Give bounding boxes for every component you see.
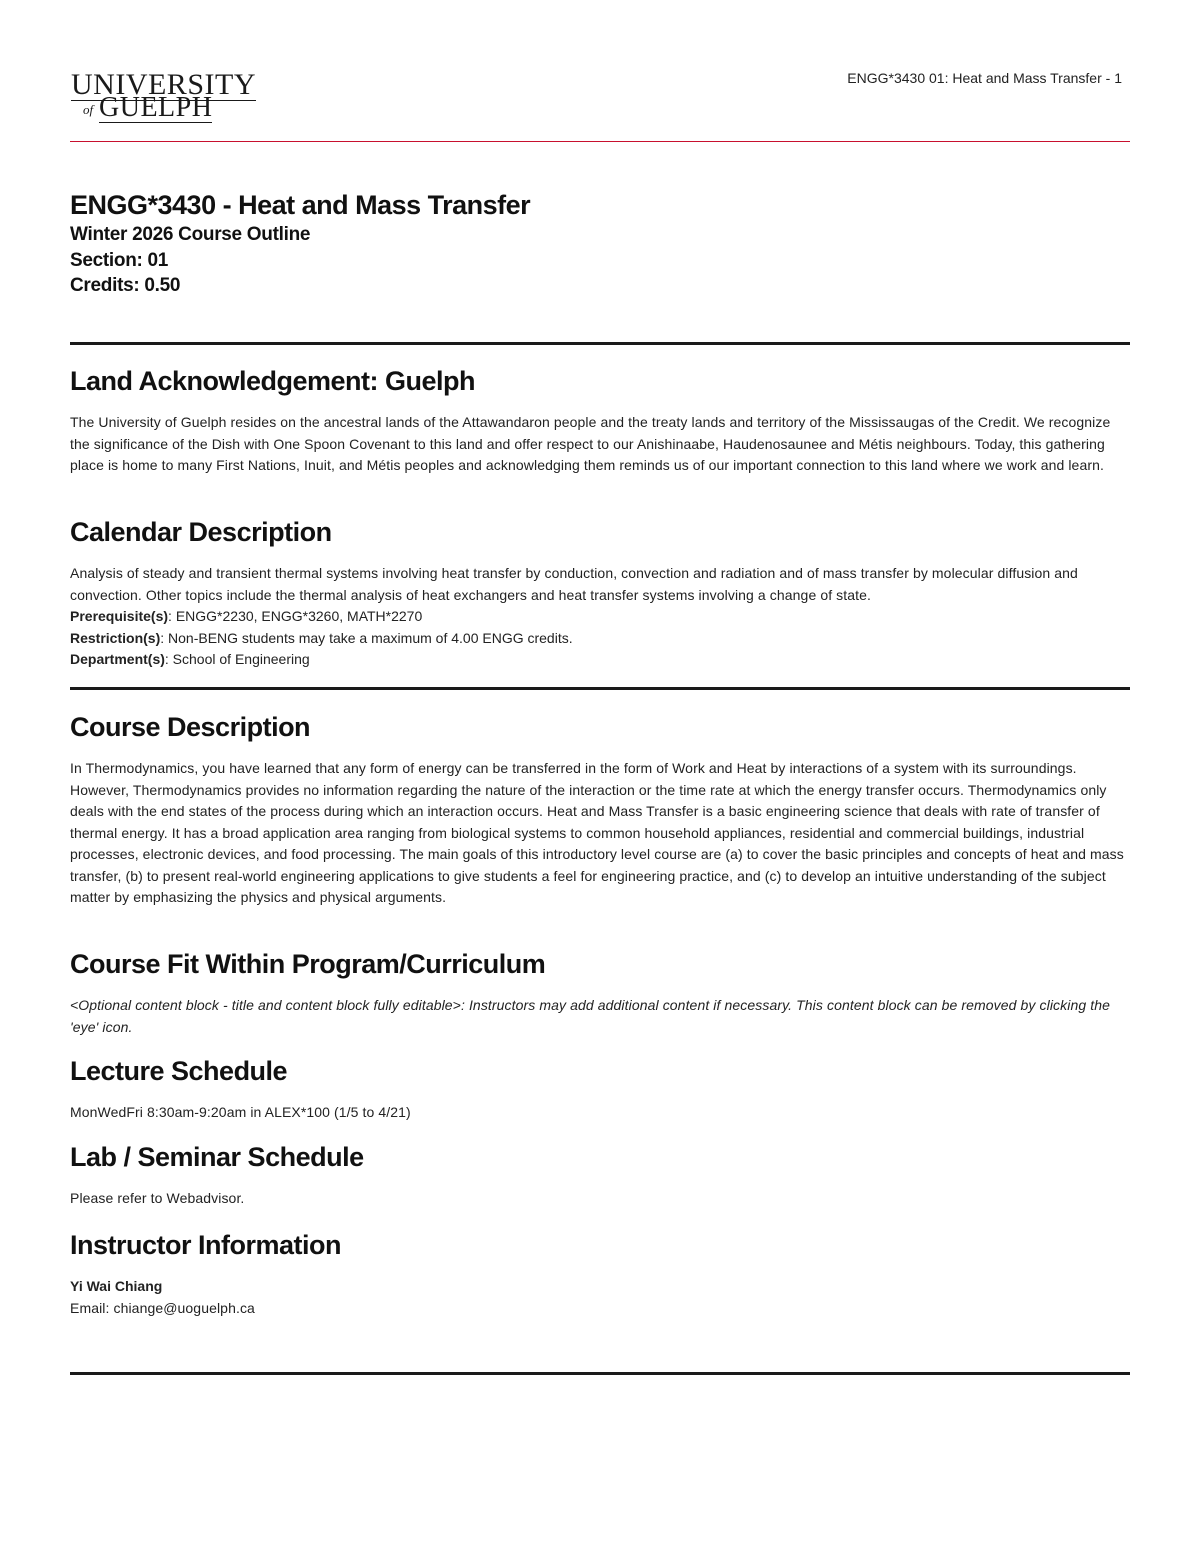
restrictions-line (70, 628, 1130, 650)
land-acknowledgement-heading: Land Acknowledgement: Guelph (70, 366, 476, 396)
course-fit-italic-text: <Optional content block - title and content block fully editable>: Instructors may add additional content if necessary. This content block can be removed by clicking the 'eye' icon. (70, 997, 1110, 1035)
land-acknowledgement-section (70, 364, 1130, 477)
restrictions-value: : Non-BENG students may take a maximum of 4.00 ENGG credits. (160, 629, 573, 646)
calendar-description-body: Analysis of steady and transient thermal systems involving heat transfer by conduction, convection and radiation and of mass transfer by molecular diffusion and convection. Other topics include the thermal analysis of heat exchangers and heat transfer systems involving a change of state. (70, 565, 1078, 603)
lab-seminar-heading: Lab / Seminar Schedule (70, 1142, 364, 1172)
restrictions-label: Restriction(s) (70, 629, 161, 646)
prerequisites-label: Prerequisite(s) (70, 608, 169, 624)
running-header: ENGG*3430 01: Heat and Mass Transfer - 1 (847, 70, 1122, 86)
logo-of-text: of (83, 102, 94, 117)
lab-seminar-body: Please refer to Webadvisor. (70, 1190, 245, 1206)
course-fit-section (70, 947, 1130, 1038)
course-description-heading: Course Description (70, 712, 311, 742)
section-divider (70, 1372, 1130, 1375)
instructor-heading: Instructor Information (70, 1230, 341, 1260)
course-term: Winter 2026 Course Outline (70, 224, 311, 245)
course-title-block (70, 188, 530, 299)
header-divider (70, 141, 1130, 142)
section-divider (70, 687, 1130, 690)
logo-guelph-text: GUELPH (99, 92, 213, 123)
instructor-section (70, 1228, 1130, 1319)
lecture-schedule-body: MonWedFri 8:30am-9:20am in ALEX*100 (1/5 to 4/21) (70, 1104, 411, 1120)
calendar-description-section (70, 515, 1130, 671)
department-line (70, 649, 1130, 671)
course-description-body: In Thermodynamics, you have learned that any form of energy can be transferred in the form of Work and Heat by interactions of a system with its surroundings. However, Thermodynamics provides no information regarding the nature of the interaction or the time rate at which the energy transfer occurs. Thermodynamics only deals with the end states of the process during which an interaction occurs. Heat and Mass Transfer is a basic engineering science that deals with rate of transfer of thermal energy. It has a broad application area ranging from biological systems to common household appliances, residential and commercial buildings, industrial processes, electronic devices, and food processing. The main goals of this introductory level course are (a) to cover the basic principles and concepts of heat and mass transfer, (b) to present real-world engineering applications to give students a feel for engineering practice, and (c) to develop an intuitive understanding of the subject matter by emphasizing the physics and physical arguments. (70, 760, 1124, 905)
instructor-name: Yi Wai Chiang (70, 1278, 163, 1294)
logo-university-text: UNIVERSITY (71, 68, 256, 101)
land-acknowledgement-body: The University of Guelph resides on the ancestral lands of the Attawandaron people and the treaty lands and territory of the Mississaugas of the Credit. We recognize the significance of the Dish with One Spoon Covenant to this land and offer respect to our Anishinaabe, Haudenosaunee and Métis neighbours. Today, this gathering place is home to many First Nations, Inuit, and Métis peoples and acknowledging them reminds us of our important connection to this land where we work and learn. (70, 414, 1111, 473)
instructor-email: Email: chiange@uoguelph.ca (70, 1299, 255, 1316)
course-title: ENGG*3430 - Heat and Mass Transfer (70, 190, 531, 220)
prerequisites-value: : ENGG*2230, ENGG*3260, MATH*2270 (168, 608, 423, 624)
calendar-description-heading: Calendar Description (70, 517, 332, 547)
course-description-section (70, 710, 1130, 909)
section-divider (70, 342, 1130, 345)
department-value: : School of Engineering (164, 651, 310, 667)
course-fit-heading: Course Fit Within Program/Curriculum (70, 949, 546, 979)
course-fit-body (70, 995, 1130, 1038)
department-label: Department(s) (70, 651, 165, 667)
lecture-schedule-heading: Lecture Schedule (70, 1056, 288, 1086)
lab-seminar-section (70, 1140, 1130, 1210)
university-logo (71, 68, 256, 123)
course-section: Section: 01 (70, 249, 169, 271)
prerequisites-line (70, 606, 1130, 628)
lecture-schedule-section (70, 1054, 1130, 1124)
course-credits: Credits: 0.50 (70, 275, 181, 296)
